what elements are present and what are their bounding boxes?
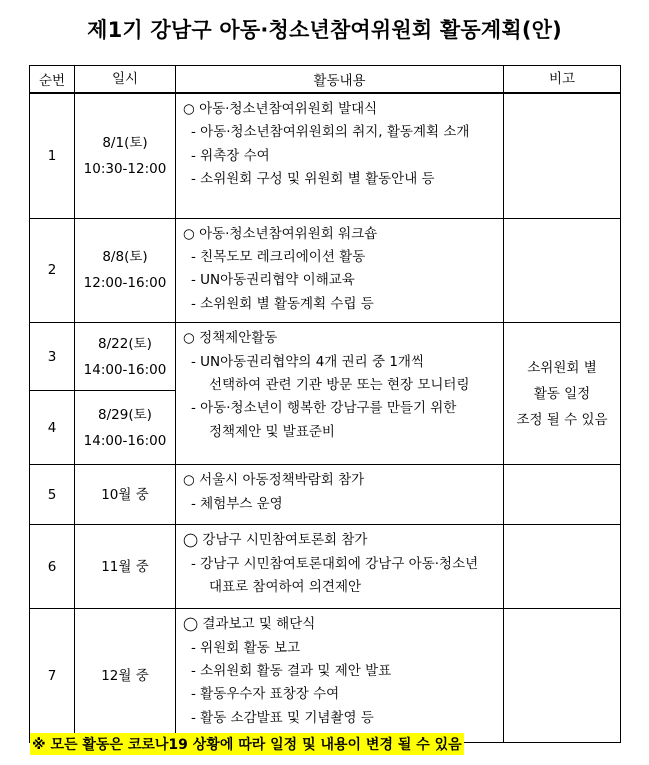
activity-item: - 체험부스 운영 xyxy=(191,495,283,512)
row-note xyxy=(504,465,621,525)
table-row xyxy=(30,465,621,525)
page-title: 제1기 강남구 아동·청소년참여위원회 활동계획(안) xyxy=(87,18,562,42)
header-activity: 활동내용 xyxy=(176,66,504,94)
table-header-row xyxy=(30,66,621,94)
header-date: 일시 xyxy=(75,66,176,94)
activity-heading: ○ 아동·청소년참여위원회 발대식 xyxy=(183,101,378,117)
row-note xyxy=(504,218,621,323)
date-line: 8/29(토) xyxy=(98,406,152,423)
date-line: 12월 중 xyxy=(101,667,149,684)
row-num: 5 xyxy=(30,465,75,525)
activity-heading: ○ 정책제안활동 xyxy=(183,330,278,347)
header-num: 순번 xyxy=(30,66,75,94)
activity-plan-table xyxy=(29,65,621,743)
activity-item-continued: 선택하여 관련 기관 방문 또는 현장 모니터링 xyxy=(209,376,470,393)
note-line: 활동 일정 xyxy=(533,385,591,402)
activity-heading: ◯ 결과보고 및 해단식 xyxy=(183,616,316,633)
activity-item-continued: 정책제안 및 발표준비 xyxy=(209,423,335,440)
activity-item: - UN아동권리협약의 4개 권리 중 1개씩 xyxy=(191,353,425,370)
activity-item: - 위원회 활동 보고 xyxy=(191,639,301,656)
row-date xyxy=(75,391,176,465)
date-line: 8/22(토) xyxy=(98,335,152,352)
activity-item: - 위촉장 수여 xyxy=(191,147,270,164)
row-activity xyxy=(176,218,504,323)
table-row xyxy=(30,323,621,391)
activity-item: - 강남구 시민참여토론대회에 강남구 아동·청소년 xyxy=(191,555,479,572)
time-line: 14:00-16:00 xyxy=(83,361,167,378)
row-date xyxy=(75,218,176,323)
row-num: 4 xyxy=(30,391,75,465)
row-activity xyxy=(176,465,504,525)
row-num: 1 xyxy=(30,93,75,218)
activity-item-continued: 대표로 참여하여 의견제안 xyxy=(209,578,362,595)
time-line: 10:30-12:00 xyxy=(83,160,167,177)
row-date xyxy=(75,609,176,743)
table-row xyxy=(30,525,621,609)
time-line: 12:00-16:00 xyxy=(83,275,167,292)
note-line: 소위원회 별 xyxy=(527,359,597,376)
row-num: 2 xyxy=(30,218,75,323)
activity-item: - 활동 소감발표 및 기념촬영 등 xyxy=(191,709,374,726)
time-line: 14:00-16:00 xyxy=(83,432,167,449)
note-line: 조정 될 수 있음 xyxy=(516,411,608,428)
table-row xyxy=(30,93,621,218)
row-activity xyxy=(176,323,504,465)
activity-heading: ○ 서울시 아동정책박람회 참가 xyxy=(183,472,365,489)
date-line: 8/1(토) xyxy=(102,134,148,151)
row-num: 3 xyxy=(30,323,75,391)
covid-notice: ※ 모든 활동은 코로나19 상황에 따라 일정 및 내용이 변경 될 수 있음 xyxy=(30,733,464,755)
activity-item: - 소위원회 별 활동계획 수립 등 xyxy=(191,295,374,312)
row-date xyxy=(75,323,176,391)
row-note xyxy=(504,609,621,743)
row-date xyxy=(75,93,176,218)
date-line: 10월 중 xyxy=(101,486,149,503)
row-activity xyxy=(176,525,504,609)
activity-item: - 소위원회 구성 및 위원회 별 활동안내 등 xyxy=(191,171,435,188)
activity-item: - 아동·청소년이 행복한 강남구를 만들기 위한 xyxy=(191,400,457,417)
row-activity xyxy=(176,93,504,218)
row-num: 7 xyxy=(30,609,75,743)
header-note: 비고 xyxy=(504,66,621,94)
date-line: 8/8(토) xyxy=(102,249,148,266)
row-note xyxy=(504,525,621,609)
row-num: 6 xyxy=(30,525,75,609)
row-activity xyxy=(176,609,504,743)
activity-item: - 친목도모 레크리에이션 활동 xyxy=(191,248,366,265)
row-note xyxy=(504,323,621,465)
table-row xyxy=(30,609,621,743)
row-date xyxy=(75,465,176,525)
activity-item: - 소위원회 활동 결과 및 제안 발표 xyxy=(191,662,392,679)
activity-heading: ◯ 강남구 시민참여토론회 참가 xyxy=(183,532,368,549)
activity-heading: ○ 아동·청소년참여위원회 워크숍 xyxy=(183,225,378,242)
activity-item: - UN아동권리협약 이해교육 xyxy=(191,272,355,289)
activity-item: - 활동우수자 표창장 수여 xyxy=(191,686,340,703)
row-date xyxy=(75,525,176,609)
row-note xyxy=(504,93,621,218)
table-row xyxy=(30,218,621,323)
date-line: 11월 중 xyxy=(101,558,149,575)
activity-item: - 아동·청소년참여위원회의 취지, 활동계획 소개 xyxy=(191,124,470,141)
